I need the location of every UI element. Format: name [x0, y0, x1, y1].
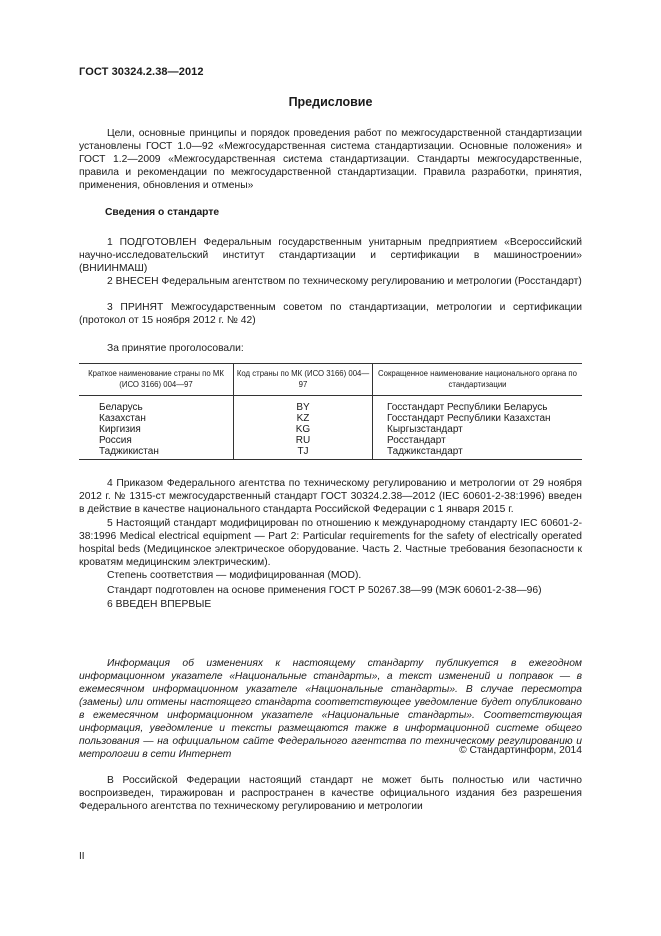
basis-paragraph: Стандарт подготовлен на основе применения ГОСТ Р 50267.38—99 (МЭК 60601-2-38—96): [107, 585, 542, 596]
voting-table: [79, 363, 582, 460]
country-cell: Киргизия: [99, 424, 141, 435]
page-number: II: [79, 851, 85, 862]
page-title: Предисловие: [288, 95, 373, 109]
country-cell: Беларусь: [99, 402, 143, 413]
code-cell: KZ: [234, 413, 373, 424]
code-cell: KG: [234, 424, 373, 435]
body-cell: Госстандарт Республики Казахстан: [373, 413, 583, 424]
body-cell: Таджикстандарт: [373, 446, 583, 460]
item-4-paragraph: 4 Приказом Федерального агентства по техническому регулированию и метрологии от 29 ноября 2012 г. № 1315-ст межгосударственный стандарт ГОСТ 30324.2.38—2012 (IEC 60601-2-38:1996) введен в действие в качестве национального стандарта Российской Федерации с 1 января 2015 г.: [79, 478, 582, 515]
table-row: [79, 396, 582, 414]
degree-paragraph: Степень соответствия — модифицированная (MOD).: [107, 570, 362, 581]
section-title: Сведения о стандарте: [105, 207, 220, 218]
table-row: [79, 413, 582, 424]
item-6-paragraph: 6 ВВЕДЕН ВПЕРВЫЕ: [107, 599, 212, 610]
vote-label: За принятие проголосовали:: [107, 343, 244, 354]
notice-paragraph: В Российской Федерации настоящий стандарт не может быть полностью или частично воспроизведен, тиражирован и распространен в качестве официального издания без разрешения Федерального агентства по техническому регулированию и метрологии: [79, 775, 582, 812]
item-5-paragraph: 5 Настоящий стандарт модифицирован по отношению к международному стандарту IEC 60601-2-38:1996 Medical electrical equipment — Part 2: Particular requirements for the safety of electrically operated hospital beds (Медицинское электрическое оборудование. Часть 2. Частные требования безопасности к кроватям медицинским электрическим).: [79, 518, 582, 568]
item-3-paragraph: 3 ПРИНЯТ Межгосударственным советом по стандартизации, метрологии и сертификации (протокол от 15 ноября 2012 г. № 42): [79, 302, 582, 326]
country-cell: Таджикистан: [79, 446, 234, 460]
body-cell: Госстандарт Республики Беларусь: [373, 396, 583, 414]
body-cell: Кыргызстандарт: [373, 424, 583, 435]
body-cell: Росстандарт: [373, 435, 583, 446]
item-1-paragraph: 1 ПОДГОТОВЛЕН Федеральным государственным унитарным предприятием «Всероссийский научно-исследовательский институт стандартизации и сертификации в машиностроении» (ВНИИНМАШ): [79, 237, 582, 274]
table-row: [79, 424, 582, 435]
column-header-country: Краткое наименование страны по МК (ИСО 3166) 004—97: [79, 364, 234, 396]
copyright: © Стандартинформ, 2014: [459, 745, 582, 756]
item-2-paragraph: 2 ВНЕСЕН Федеральным агентством по техническому регулированию и метрологии (Росстандарт): [107, 276, 582, 287]
table-row: [79, 435, 582, 446]
code-cell: BY: [234, 396, 373, 414]
intro-paragraph: Цели, основные принципы и порядок проведения работ по межгосударственной стандартизации установлены ГОСТ 1.0—92 «Межгосударственная система стандартизации. Основные положения» и ГОСТ 1.2—2009 «Межгосударственная система стандартизации. Стандарты межгосударственные, правила и рекомендации по межгосударственной стандартизации. Правила разработки, принятия, применения, обновления и отмены»: [79, 128, 582, 191]
country-cell: Россия: [99, 435, 132, 446]
column-header-body: Сокращенное наименование национального органа по стандартизации: [373, 364, 583, 396]
code-cell: RU: [234, 435, 373, 446]
country-cell: Казахстан: [99, 413, 146, 424]
table-header-row: [79, 364, 582, 396]
document-header: ГОСТ 30324.2.38—2012: [79, 66, 204, 78]
column-header-code: Код страны по МК (ИСО 3166) 004—97: [234, 364, 373, 396]
info-paragraph: Информация об изменениях к настоящему стандарту публикуется в ежегодном информационном указателе «Национальные стандарты», а текст изменений и поправок — в ежемесячном информационном указателе «Национальные стандарты». В случае пересмотра (замены) или отмены настоящего стандарта соответствующее уведомление будет опубликовано в ежемесячном информационном указателе «Национальные стандарты». Соответствующая информация, уведомление и тексты размещаются также в информационной системе общего пользования — на официальном сайте Федерального агентства по техническому регулированию и метрологии в сети Интернет: [79, 658, 582, 760]
code-cell: TJ: [234, 446, 373, 460]
table-row: [79, 446, 582, 460]
